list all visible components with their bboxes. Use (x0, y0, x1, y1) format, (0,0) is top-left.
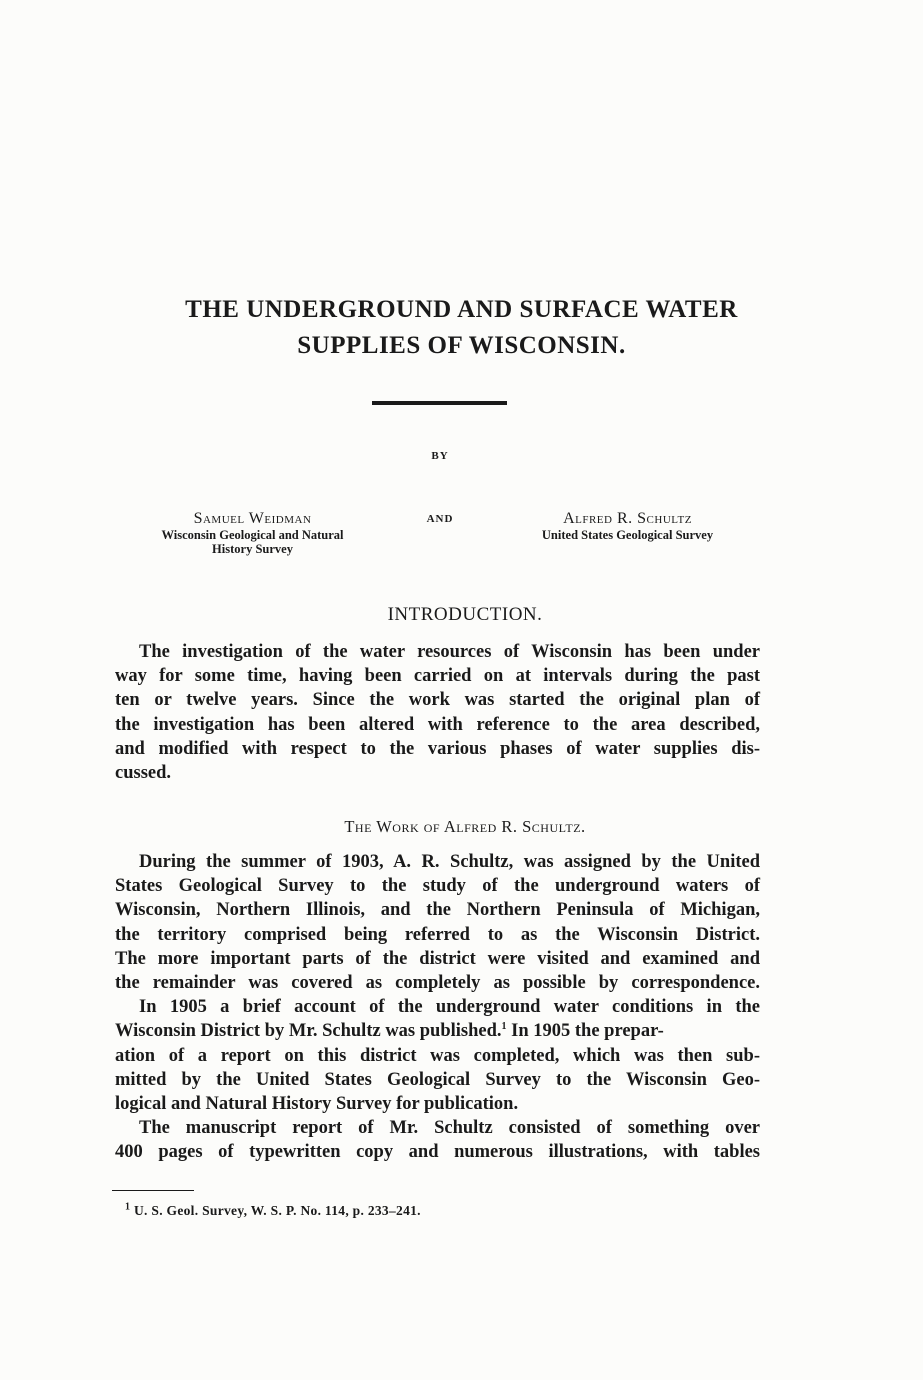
text-line: logical and Natural History Survey for publication. (115, 1094, 519, 1115)
author-schultz (500, 510, 755, 542)
text-line-with-footnote (115, 1019, 760, 1043)
text-line: the remainder was covered as completely as possible by correspondence. (115, 973, 760, 994)
text-line: ation of a report on this district was completed, which was then sub- (115, 1045, 760, 1066)
text-line: In 1905 a brief account of the underground water conditions in the (139, 997, 760, 1018)
author-name: Alfred R. Schultz (563, 510, 692, 527)
text-line: 400 pages of typewritten copy and numerous illustrations, with tables (115, 1142, 760, 1163)
text-line: The more important parts of the district were visited and examined and (115, 948, 760, 969)
author-affiliation-line-2: History Survey (212, 542, 293, 556)
author-affiliation-line-1: United States Geological Survey (541, 528, 714, 542)
text-line: ten or twelve years. Since the work was started the original plan of (115, 690, 760, 711)
footnote-rule (112, 1190, 194, 1191)
footnote-text: U. S. Geol. Survey, W. S. P. No. 114, p. 233–241. (130, 1203, 421, 1218)
text-line: Wisconsin, Northern Illinois, and the Northern Peninsula of Michigan, (115, 900, 760, 921)
text-line: During the summer of 1903, A. R. Schultz, was assigned by the United (139, 852, 760, 872)
introduction-heading: INTRODUCTION. (387, 604, 543, 625)
footnote-marker: 1 (125, 1201, 131, 1213)
text-line: the investigation has been altered with reference to the area described, (115, 714, 760, 735)
text-line-part: In 1905 the prepar- (506, 1021, 664, 1042)
author-affiliation-line-1: Wisconsin Geological and Natural (161, 528, 344, 542)
document-title (100, 292, 823, 364)
text-line-part: Wisconsin District by Mr. Schultz was published. (115, 1021, 502, 1042)
author-conjunction: AND (426, 513, 454, 525)
author-name: Samuel Weidman (193, 510, 312, 527)
text-line: States Geological Survey to the study of the underground waters of (115, 876, 760, 897)
introduction-paragraph (115, 640, 760, 785)
text-line: way for some time, having been carried on at intervals during the past (115, 666, 760, 687)
text-line: the territory comprised being referred to as the Wisconsin District. (115, 924, 760, 945)
text-line: The manuscript report of Mr. Schultz consisted of something over (139, 1118, 760, 1139)
footnote-marker: 1 (501, 1021, 507, 1033)
title-line-1: THE UNDERGROUND AND SURFACE WATER (185, 296, 738, 323)
title-rule (372, 401, 507, 405)
work-section-paragraphs (115, 850, 760, 1165)
byline: BY (431, 450, 449, 462)
text-line: cussed. (115, 763, 172, 784)
text-line: and modified with respect to the various phases of water supplies dis- (115, 738, 760, 759)
title-line-2: SUPPLIES OF WISCONSIN. (297, 332, 626, 359)
text-line: mitted by the United States Geological Survey to the Wisconsin Geo- (115, 1069, 760, 1090)
author-weidman (100, 510, 405, 556)
footnote (125, 1203, 725, 1219)
work-section-heading: The Work of Alfred R. Schultz. (344, 817, 586, 836)
text-line: The investigation of the water resources of Wisconsin has been under (139, 642, 760, 662)
